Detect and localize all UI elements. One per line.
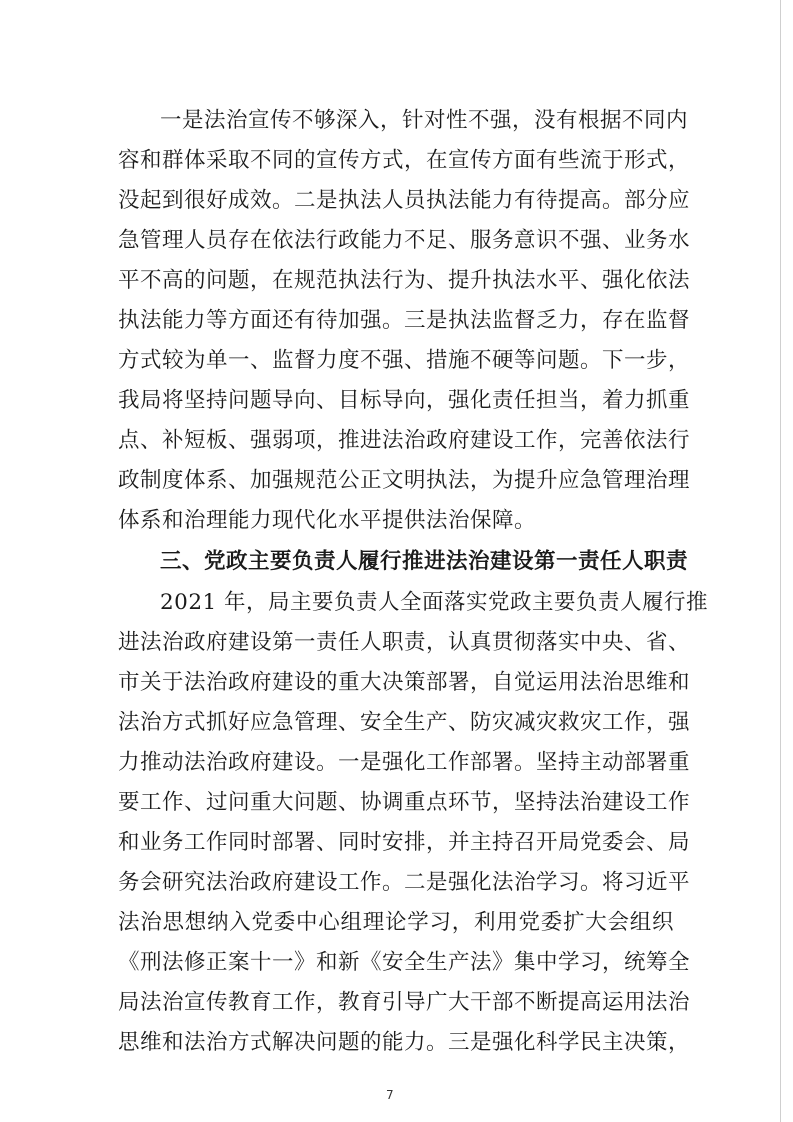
text-line: 要工作、过问重大问题、协调重点环节，坚持法治建设工作 — [118, 790, 691, 815]
page-number: 7 — [386, 1088, 394, 1102]
text-line: 进法治政府建设第一责任人职责，认真贯彻落实中央、省、 — [118, 630, 691, 655]
text-line: 一是法治宣传不够深入，针对性不强，没有根据不同内 — [160, 108, 689, 133]
text-line: 急管理人员存在依法行政能力不足、服务意识不强、业务水 — [118, 228, 691, 253]
text-line: 市关于法治政府建设的重大决策部署，自觉运用法治思维和 — [118, 670, 691, 695]
text-line: 力推动法治政府建设。一是强化工作部署。坚持主动部署重 — [118, 750, 691, 775]
section-heading: 三、党政主要负责人履行推进法治建设第一责任人职责 — [160, 549, 689, 574]
text-line: 没起到很好成效。二是执法人员执法能力有待提高。部分应 — [118, 188, 691, 213]
text-line: 平不高的问题，在规范执法行为、提升执法水平、强化依法 — [118, 268, 691, 293]
text-line: 思维和法治方式解决问题的能力。三是强化科学民主决策， — [118, 1030, 691, 1055]
text-line: 政制度体系、加强规范公正文明执法，为提升应急管理治理 — [118, 468, 691, 493]
text-line: 务会研究法治政府建设工作。二是强化法治学习。将习近平 — [118, 870, 691, 895]
page-edge-line — [780, 0, 781, 1122]
text-line: 执法能力等方面还有待加强。三是执法监督乏力，存在监督 — [118, 308, 691, 333]
text-line: 我局将坚持问题导向、目标导向，强化责任担当，着力抓重 — [118, 388, 691, 413]
text-line: 点、补短板、强弱项，推进法治政府建设工作，完善依法行 — [118, 428, 691, 453]
text-line: 局法治宣传教育工作，教育引导广大干部不断提高运用法治 — [118, 990, 691, 1015]
text-line: 和业务工作同时部署、同时安排，并主持召开局党委会、局 — [118, 830, 691, 855]
text-line: 2021 年，局主要负责人全面落实党政主要负责人履行推 — [160, 590, 709, 615]
text-line: 体系和治理能力现代化水平提供法治保障。 — [118, 508, 537, 533]
text-line: 方式较为单一、监督力度不强、措施不硬等问题。下一步， — [118, 348, 691, 373]
text-line: 法治方式抓好应急管理、安全生产、防灾减灾救灾工作，强 — [118, 710, 691, 735]
text-line: 法治思想纳入党委中心组理论学习，利用党委扩大会组织 — [118, 910, 674, 935]
text-line: 容和群体采取不同的宣传方式，在宣传方面有些流于形式， — [118, 148, 691, 173]
text-line: 《刑法修正案十一》和新《安全生产法》集中学习，统筹全 — [118, 950, 691, 975]
